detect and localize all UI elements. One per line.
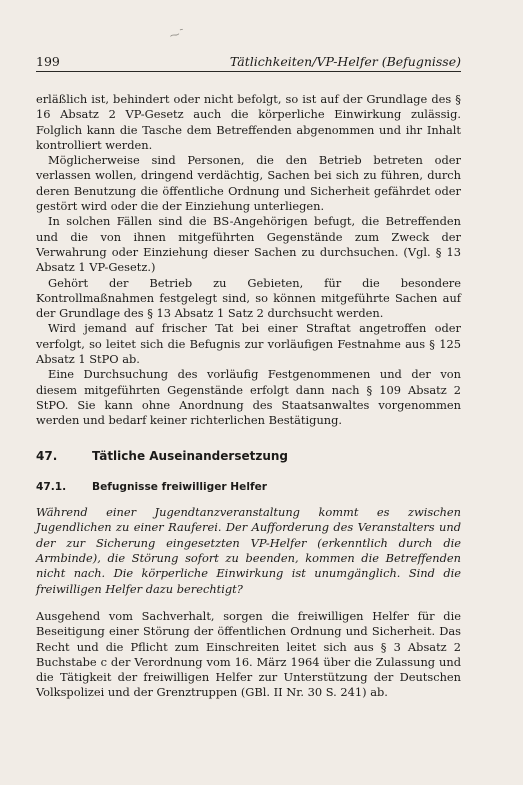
subsection-heading	[36, 480, 461, 495]
page-smudge: ⁓ˉ	[168, 28, 186, 43]
running-header	[36, 54, 461, 69]
paragraph: erläßlich ist, behindert oder nicht befolgt, so ist auf der Grundlage des § 16 Absatz 2 VP-Gesetz auch die körperliche Einwirkung zulässig. Folglich kann die Tasche dem Betreffenden abgenommen und ihr Inhalt kontrolliert werden.	[36, 92, 461, 152]
answer-paragraph: Ausgehend vom Sachverhalt, sorgen die freiwilligen Helfer für die Beseitigung einer Störung der öffentlichen Ordnung und Sicherheit. Das Recht und die Pflicht zum Einschreiten leitet sich aus § 3 Absatz 2 Buchstabe c der Verordnung vom 16. März 1964 über die Zulassung und die Tätigkeit der freiwilligen Helfer zur Unterstützung der Deutschen Volkspolizei und der Grenztruppen (GBl. II Nr. 30 S. 241) ab.	[36, 608, 461, 700]
page-number: 199	[36, 54, 60, 69]
subsection-title: Befugnisse freiwilliger Helfer	[92, 480, 267, 493]
section-heading	[36, 449, 461, 464]
section-title: Tätliche Auseinandersetzung	[92, 448, 288, 463]
paragraph: In solchen Fällen sind die BS-Angehörigen befugt, die Betreffenden und die von ihnen mitgeführten Gegenstände zum Zweck der Verwahrung oder Einziehung dieser Sachen zu durchsuchen. (Vgl. § 13 Absatz 1 VP-Gesetz.)	[36, 214, 461, 275]
paragraph: Wird jemand auf frischer Tat bei einer Straftat angetroffen oder verfolgt, so leitet sich die Befugnis zur vorläufigen Festnahme aus § 125 Absatz 1 StPO ab.	[36, 321, 461, 367]
running-title: Tätlichkeiten/VP-Helfer (Befugnisse)	[229, 54, 461, 69]
paragraph: Eine Durchsuchung des vorläufig Festgenommenen und der von diesem mitgeführten Gegenstände erfolgt dann nach § 109 Absatz 2 StPO. Sie kann ohne Anordnung des Staatsanwaltes vorgenommen werden und bedarf keiner richterlichen Bestätigung.	[36, 367, 461, 428]
paragraph: Gehört der Betrieb zu Gebieten, für die besondere Kontrollmaßnahmen festgelegt sind, so können mitgeführte Sachen auf der Grundlage des § 13 Absatz 1 Satz 2 durchsucht werden.	[36, 275, 461, 321]
header-rule	[36, 71, 461, 72]
case-description: Während einer Jugendtanzveranstaltung kommt es zwischen Jugendlichen zu einer Rauferei. Der Aufforderung des Veranstalters und der zur Sicherung eingesetzten VP-Helfer (erkenntlich durch die Armbinde), die Störung sofort zu beenden, kommen die Betreffenden nicht nach. Die körperliche Einwirkung ist unumgänglich. Sind die freiwilligen Helfer dazu berechtigt?	[36, 505, 461, 596]
section-number: 47.	[36, 448, 58, 463]
paragraph: Möglicherweise sind Personen, die den Betrieb betreten oder verlassen wollen, dringend verdächtig, Sachen bei sich zu führen, durch deren Benutzung die öffentliche Ordnung und Sicherheit gefährdet oder gestört wird oder die der Einziehung unterliegen.	[36, 153, 461, 214]
page-content	[36, 92, 461, 701]
subsection-number: 47.1.	[36, 480, 67, 493]
